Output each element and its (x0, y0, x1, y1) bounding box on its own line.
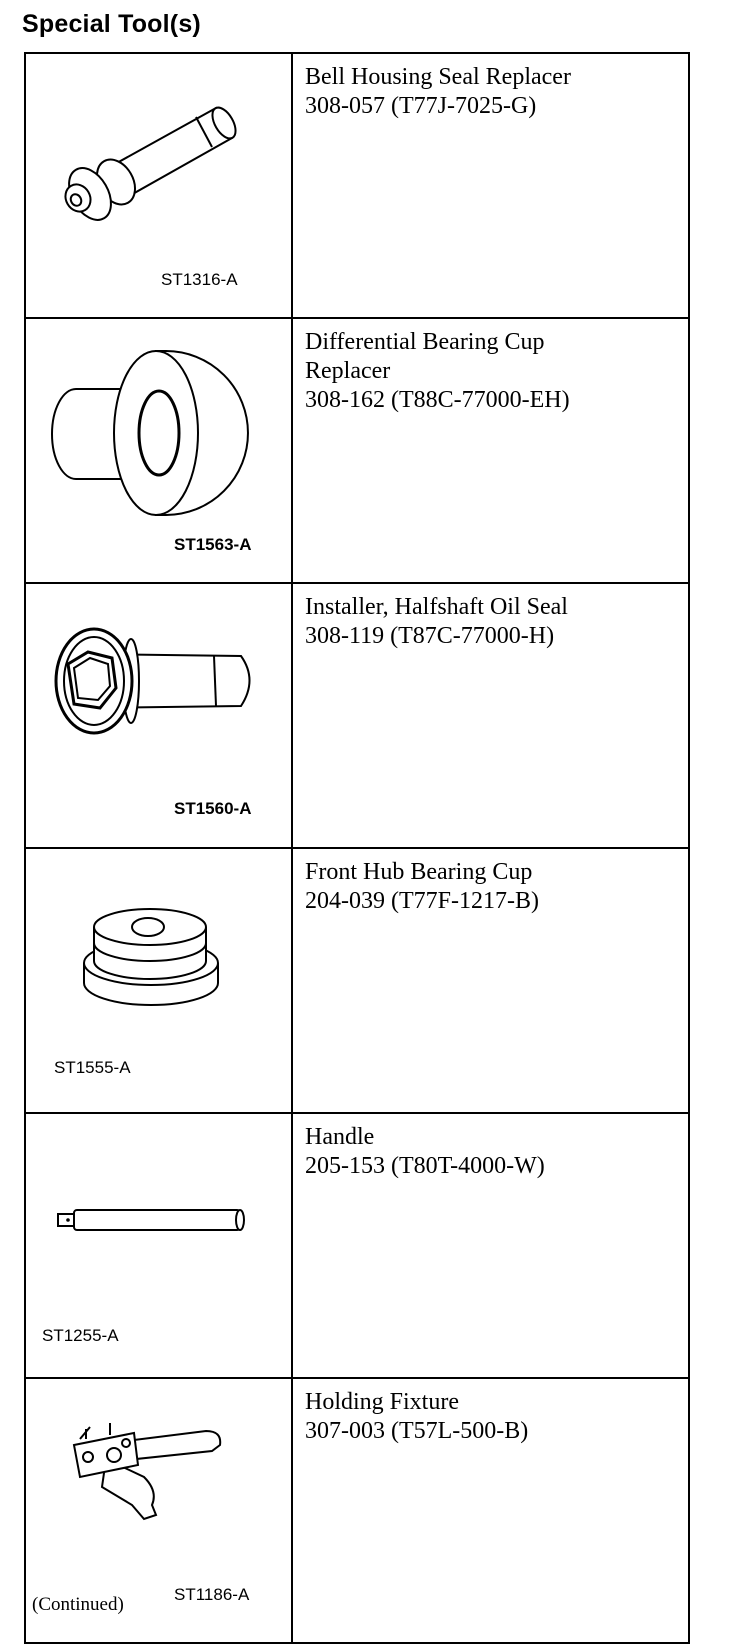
page-title: Special Tool(s) (22, 10, 201, 38)
tool-description-cell (292, 848, 689, 1113)
tool-name: Holding Fixture (305, 1389, 459, 1415)
seal-replacer-drawing (26, 54, 291, 308)
tool-reference-code: ST1563-A (174, 535, 252, 554)
tool-name: Installer, Halfshaft Oil Seal (305, 594, 568, 620)
tool-image-cell (25, 53, 292, 318)
tool-description-cell (292, 1113, 689, 1378)
tool-name: Handle (305, 1124, 375, 1150)
tool-reference-code: ST1560-A (174, 799, 252, 818)
tool-name: Bell Housing Seal Replacer (305, 64, 571, 90)
continued-note: (Continued) (32, 1594, 124, 1615)
table-row (25, 1378, 689, 1643)
table-row (25, 53, 689, 318)
tool-image-cell (25, 318, 292, 583)
tool-name-continued: Replacer (305, 358, 391, 384)
tool-image-cell (25, 583, 292, 848)
tool-description-cell (292, 583, 689, 848)
special-tools-table (24, 52, 690, 1644)
table-row (25, 1113, 689, 1378)
tool-description-cell (292, 53, 689, 318)
tool-description-cell (292, 318, 689, 583)
tool-part-number: 204-039 (T77F-1217-B) (305, 888, 539, 914)
table-row (25, 318, 689, 583)
tool-description-cell (292, 1378, 689, 1643)
table-row (25, 848, 689, 1113)
tool-reference-code: ST1186-A (174, 1585, 250, 1604)
tool-part-number: 205-153 (T80T-4000-W) (305, 1153, 545, 1179)
tool-reference-code: ST1255-A (42, 1326, 119, 1345)
tool-part-number: 308-057 (T77J-7025-G) (305, 93, 537, 119)
tool-part-number: 308-119 (T87C-77000-H) (305, 623, 555, 649)
tool-name: Front Hub Bearing Cup (305, 859, 533, 885)
table-row (25, 583, 689, 848)
tool-name: Differential Bearing Cup (305, 329, 545, 355)
tool-part-number: 308-162 (T88C-77000-EH) (305, 387, 570, 413)
tool-reference-code: ST1555-A (54, 1058, 131, 1077)
tool-image-cell (25, 848, 292, 1113)
tool-image-cell (25, 1113, 292, 1378)
tool-part-number: 307-003 (T57L-500-B) (305, 1418, 529, 1444)
tool-reference-code: ST1316-A (161, 270, 238, 289)
